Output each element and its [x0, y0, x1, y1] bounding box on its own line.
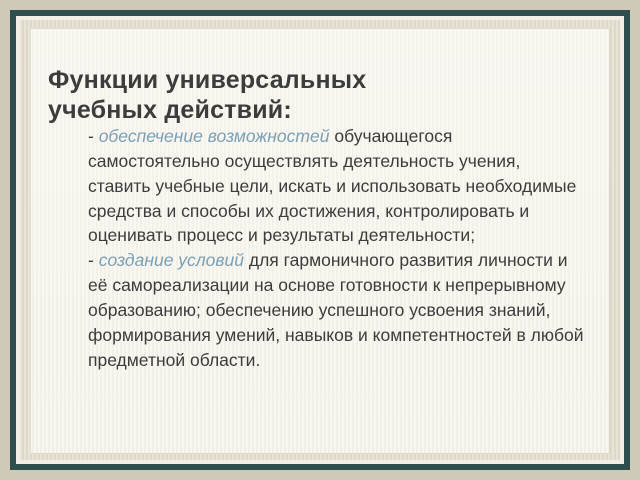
body-paragraph-2 — [88, 248, 586, 372]
slide-content-panel — [30, 28, 610, 454]
paragraph-1-emphasis: обеспечение возможностей — [98, 126, 330, 146]
body-paragraph-1 — [88, 124, 586, 248]
slide-title: Функции универсальных учебных действий: — [48, 66, 367, 124]
paragraph-2-lead: - — [88, 250, 99, 271]
paragraph-1-rest: обучающегося самостоятельно осуществлять деятельность учения, ставить учебные цели, искать и использовать необходимые средства и способы их достижения, контролировать и оценивать процесс и результаты деятельности; — [88, 126, 577, 246]
paragraph-2-rest: для гармоничного развития личности и её самореализации на основе готовности к непрерывному образованию; обеспечению успешного усвоения знаний, формирования умений, навыков и компетентностей в любой предметной области. — [88, 250, 584, 370]
paragraph-2-emphasis: создание условий — [98, 250, 244, 271]
paragraph-1-lead: - — [88, 126, 99, 146]
slide-body — [88, 124, 586, 372]
